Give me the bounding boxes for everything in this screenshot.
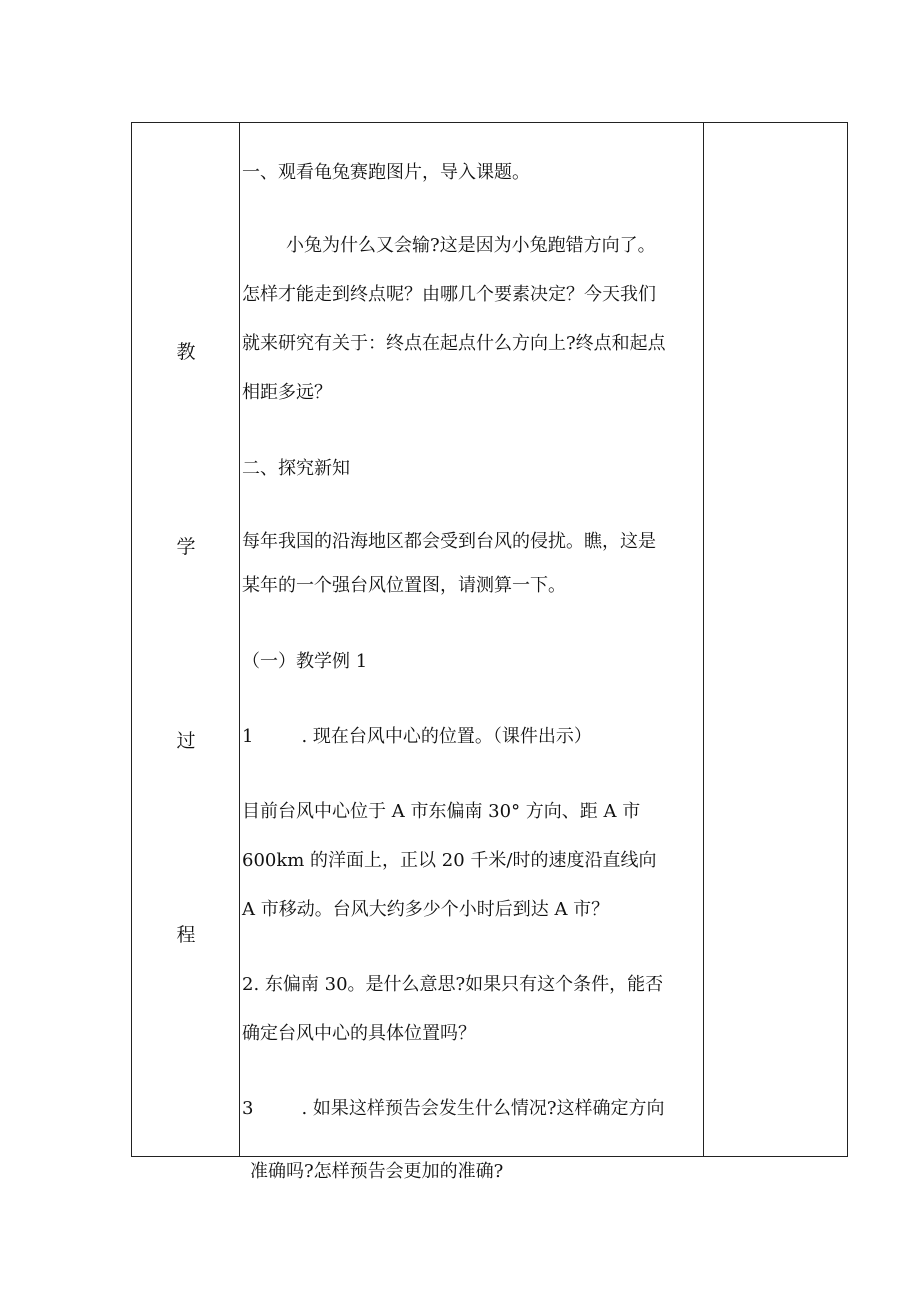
intro-paragraph-line: 小兔为什么又会输?这是因为小兔跑错方向了。 [286,235,656,256]
explore-paragraph-line: 某年的一个强台风位置图，请测算一下。 [242,575,566,596]
section-label-cell [132,123,240,1157]
intro-paragraph-line: 怎样才能走到终点呢？由哪几个要素决定？今天我们 [242,284,656,305]
explore-paragraph-line: 每年我国的沿海地区都会受到台风的侵扰。瞧，这是 [242,531,656,552]
intro-paragraph-line: 就来研究有关于：终点在起点什么方向上?终点和起点 [242,333,666,354]
intro-paragraph-line: 相距多远？ [242,382,332,403]
question-1-text: . 现在台风中心的位置。（课件出示） [301,726,592,747]
label-char-jiao: 教 [176,341,196,363]
question-1-number: 1 [242,726,254,747]
question-3-text: . 如果这样预告会发生什么情况?这样确定方向 [301,1098,665,1119]
label-char-xue: 学 [176,536,196,558]
table-row [132,123,848,1157]
label-char-guo: 过 [176,730,196,752]
question-1 [242,725,592,749]
question-2-line: 2. 东偏南 30。是什么意思?如果只有这个条件，能否 [242,974,664,995]
question-1-paragraph-line: A 市移动。台风大约多少个小时后到达 A 市？ [242,899,610,920]
intro-heading: 一、观看龟兔赛跑图片，导入课题。 [242,162,530,183]
question-3 [242,1097,665,1121]
explore-heading: 二、探究新知 [242,458,350,479]
question-2-line: 确定台风中心的具体位置吗？ [242,1023,476,1044]
notes-cell [704,123,848,1157]
content-cell [240,123,704,1157]
question-3-number: 3 [242,1098,254,1119]
lesson-table [131,122,848,1157]
overflow-paragraph: 准确吗?怎样预告会更加的准确? [250,1161,504,1182]
question-1-paragraph-line: 目前台风中心位于 A 市东偏南 30° 方向、距 A 市 [242,801,641,822]
question-1-paragraph-line: 600km 的洋面上，正以 20 千米/时的速度沿直线向 [242,850,657,871]
example-heading: （一）教学例 1 [242,651,368,672]
label-char-cheng: 程 [176,924,196,946]
